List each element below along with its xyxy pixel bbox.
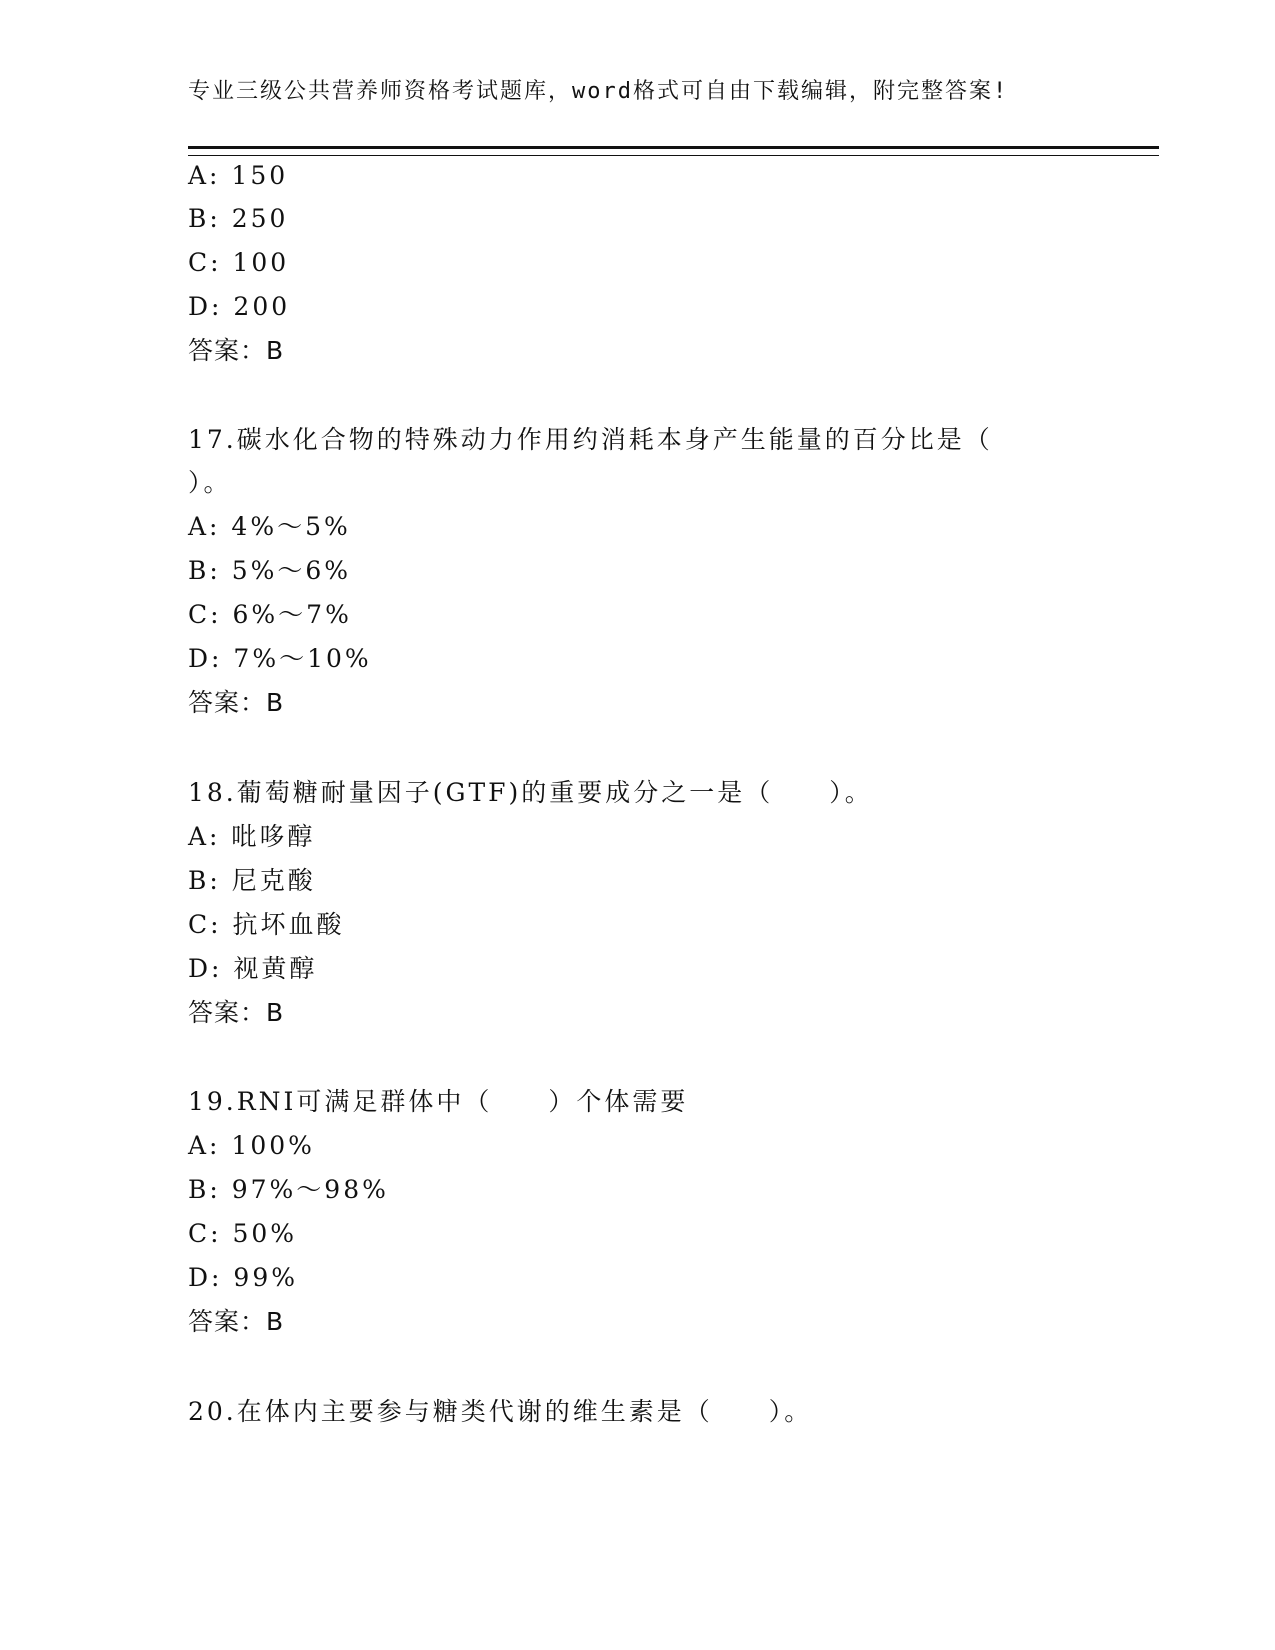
option-line: D: 99% (188, 1263, 298, 1292)
answer-line: 答案：B (188, 1307, 285, 1336)
header-divider (188, 146, 1159, 156)
answer-line: 答案：B (188, 688, 285, 717)
option-line: C: 50% (188, 1219, 298, 1248)
option-line: D: 视黄醇 (188, 954, 318, 983)
option-line: B: 97%～98% (188, 1175, 389, 1204)
question-text: 20.在体内主要参与糖类代谢的维生素是（ ）。 (188, 1397, 813, 1426)
option-line: A: 4%～5% (188, 512, 351, 541)
question-text: 19.RNI可满足群体中（ ）个体需要 (188, 1087, 689, 1116)
option-line: D: 200 (188, 292, 291, 321)
option-line: C: 抗坏血酸 (188, 910, 345, 939)
answer-line: 答案：B (188, 336, 285, 365)
option-line: C: 6%～7% (188, 600, 352, 629)
question-text: 17.碳水化合物的特殊动力作用约消耗本身产生能量的百分比是（ (188, 425, 993, 454)
option-line: A: 150 (188, 161, 289, 190)
option-line: C: 100 (188, 248, 290, 277)
answer-line: 答案：B (188, 998, 285, 1027)
question-text: 18.葡萄糖耐量因子(GTF)的重要成分之一是（ ）。 (188, 778, 873, 807)
option-line: D: 7%～10% (188, 644, 372, 673)
option-line: A: 100% (188, 1131, 315, 1160)
option-line: B: 250 (188, 204, 289, 233)
document-header: 专业三级公共营养师资格考试题库，word格式可自由下载编辑，附完整答案! (188, 79, 1009, 104)
option-line: B: 尼克酸 (188, 866, 316, 895)
option-line: A: 吡哆醇 (188, 822, 316, 851)
question-text-continued: ）。 (188, 468, 232, 497)
option-line: B: 5%～6% (188, 556, 352, 585)
